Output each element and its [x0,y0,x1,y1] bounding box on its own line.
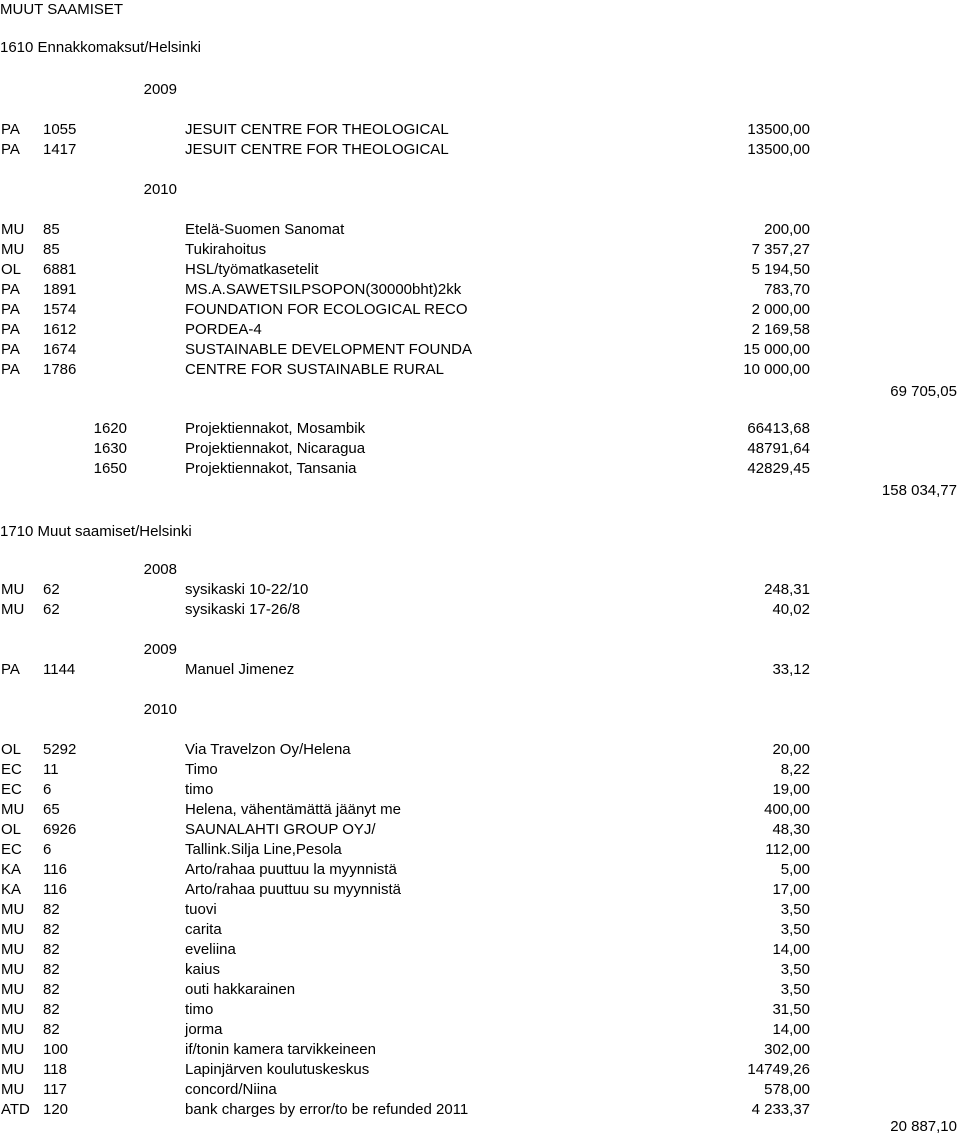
entry-description: timo [185,781,214,798]
entry-description: eveliina [185,941,236,958]
entry-amount: 4 233,37 [751,1101,810,1118]
entry-type: KA [1,861,22,878]
entry-number: 1620 [93,420,127,437]
entry-amount: 2 000,00 [751,301,810,318]
subtotal-line [0,1117,960,1137]
entry-description: Etelä-Suomen Sanomat [185,221,345,238]
entry-description: Tukirahoitus [185,241,267,258]
year-label: 2010 [143,701,177,718]
entry-number: 11 [43,761,59,778]
table-row [0,220,960,240]
entry-amount: 48,30 [772,821,810,838]
entry-number: 62 [43,581,60,598]
entry-amount: 31,50 [772,1001,810,1018]
entry-description: SAUNALAHTI GROUP OYJ/ [185,821,376,838]
entry-amount: 7 357,27 [751,241,810,258]
entry-description: tuovi [185,901,217,918]
table-row [0,140,960,160]
entry-amount: 112,00 [765,841,810,858]
section-heading: 1710 Muut saamiset/Helsinki [0,523,192,540]
table-row [0,260,960,280]
entry-description: HSL/työmatkasetelit [185,261,319,278]
entry-description: MS.A.SAWETSILPSOPON(30000bht)2kk [185,281,462,298]
entry-type: OL [1,821,22,838]
entry-number: 5292 [43,741,77,758]
entry-number: 1786 [43,361,77,378]
entry-amount: 40,02 [772,601,810,618]
entry-type: OL [1,261,22,278]
entry-number: 1055 [43,121,77,138]
table-row [0,660,960,680]
entry-description: jorma [185,1021,223,1038]
year-line [0,560,960,580]
entry-number: 6881 [43,261,77,278]
entry-number: 1674 [43,341,77,358]
entry-type: PA [1,341,20,358]
table-row [0,920,960,940]
entry-type: MU [1,801,25,818]
entry-amount: 578,00 [764,1081,810,1098]
entry-type: MU [1,221,25,238]
entry-description: if/tonin kamera tarvikkeineen [185,1041,376,1058]
table-row [0,1040,960,1060]
section-total: 69 705,05 [890,383,957,400]
year-line [0,700,960,720]
table-row [0,780,960,800]
table-row [0,740,960,760]
entry-number: 116 [43,881,67,898]
entry-type: MU [1,1041,25,1058]
entry-amount: 2 169,58 [751,321,810,338]
table-row [0,340,960,360]
entry-type: PA [1,121,20,138]
entry-number: 82 [43,901,60,918]
entry-description: Manuel Jimenez [185,661,295,678]
entry-description: Projektiennakot, Mosambik [185,420,366,437]
year-line [0,80,960,100]
entry-type: PA [1,301,20,318]
entry-description: Projektiennakot, Nicaragua [185,440,366,457]
entry-description: sysikaski 10-22/10 [185,581,309,598]
entry-type: PA [1,361,20,378]
subtotal-line [0,481,960,501]
entry-type: PA [1,141,20,158]
entry-description: sysikaski 17-26/8 [185,601,301,618]
entry-number: 6 [43,781,52,798]
table-row [0,800,960,820]
year-line [0,180,960,200]
entry-description: Via Travelzon Oy/Helena [185,741,351,758]
entry-number: 65 [43,801,60,818]
table-row [0,860,960,880]
entry-description: Tallink.Silja Line,Pesola [185,841,342,858]
entry-amount: 42829,45 [747,460,810,477]
entry-type: PA [1,661,20,678]
entry-number: 1574 [43,301,77,318]
table-row [0,820,960,840]
entry-description: CENTRE FOR SUSTAINABLE RURAL [185,361,444,378]
table-row [0,880,960,900]
entry-type: KA [1,881,22,898]
entry-amount: 33,12 [772,661,810,678]
entry-description: Projektiennakot, Tansania [185,460,357,477]
entry-type: PA [1,281,20,298]
entry-type: MU [1,1061,25,1078]
entry-amount: 17,00 [772,881,810,898]
entry-description: Arto/rahaa puuttuu la myynnistä [185,861,397,878]
entry-type: ATD [1,1101,30,1118]
entry-type: MU [1,941,25,958]
entry-amount: 3,50 [780,981,810,998]
entry-number: 1144 [43,661,76,678]
entry-number: 6 [43,841,52,858]
entry-type: MU [1,1001,25,1018]
entry-type: MU [1,1081,25,1098]
entry-amount: 13500,00 [747,121,810,138]
entry-amount: 14749,26 [747,1061,810,1078]
table-row [0,439,960,459]
table-row [0,1060,960,1080]
table-row [0,840,960,860]
entry-amount: 20,00 [772,741,810,758]
entry-description: concord/Niina [185,1081,277,1098]
entry-type: MU [1,601,25,618]
page-title: MUUT SAAMISET [0,1,124,18]
entry-description: Timo [185,761,218,778]
entry-amount: 5,00 [780,861,810,878]
entry-type: MU [1,241,25,258]
entry-number: 118 [43,1061,67,1078]
table-row [0,1080,960,1100]
entry-amount: 8,22 [780,761,810,778]
entry-number: 82 [43,961,60,978]
entry-number: 82 [43,921,60,938]
entry-number: 1650 [93,460,127,477]
entry-amount: 400,00 [764,801,810,818]
entry-number: 1891 [43,281,77,298]
entry-amount: 5 194,50 [751,261,810,278]
table-row [0,120,960,140]
entry-amount: 783,70 [764,281,810,298]
entry-type: EC [1,781,22,798]
entry-amount: 19,00 [772,781,810,798]
entry-amount: 10 000,00 [743,361,810,378]
entry-number: 6926 [43,821,77,838]
entry-amount: 302,00 [764,1041,810,1058]
entry-type: OL [1,741,22,758]
entry-number: 82 [43,981,60,998]
title-line [0,0,960,20]
entry-type: MU [1,901,25,918]
entry-description: carita [185,921,222,938]
entry-number: 116 [43,861,67,878]
table-row [0,980,960,1000]
table-row [0,900,960,920]
year-label: 2008 [143,561,177,578]
table-row [0,960,960,980]
section-heading-line [0,38,960,58]
table-row [0,580,960,600]
table-row [0,940,960,960]
entry-number: 62 [43,601,60,618]
table-row [0,240,960,260]
entry-number: 100 [43,1041,69,1058]
table-row [0,280,960,300]
table-row [0,419,960,439]
entry-type: MU [1,981,25,998]
entry-description: FOUNDATION FOR ECOLOGICAL RECO [185,301,468,318]
entry-type: EC [1,761,22,778]
entry-number: 120 [43,1101,69,1118]
table-row [0,300,960,320]
entry-amount: 48791,64 [747,440,810,457]
year-label: 2009 [143,641,177,658]
subtotal-line [0,382,960,402]
section-heading: 1610 Ennakkomaksut/Helsinki [0,39,201,56]
entry-description: kaius [185,961,221,978]
entry-description: Arto/rahaa puuttuu su myynnistä [185,881,401,898]
entry-number: 85 [43,221,60,238]
entry-description: SUSTAINABLE DEVELOPMENT FOUNDA [185,341,473,358]
entry-amount: 3,50 [780,901,810,918]
entry-description: timo [185,1001,214,1018]
table-row [0,760,960,780]
entry-description: Helena, vähentämättä jäänyt me [185,801,401,818]
entry-description: Lapinjärven koulutuskeskus [185,1061,370,1078]
entry-number: 82 [43,941,60,958]
entry-type: MU [1,1021,25,1038]
entry-amount: 15 000,00 [743,341,810,358]
entry-amount: 14,00 [772,1021,810,1038]
entry-number: 82 [43,1001,60,1018]
entry-number: 82 [43,1021,60,1038]
entry-amount: 200,00 [764,221,810,238]
entry-amount: 66413,68 [747,420,810,437]
entry-description: bank charges by error/to be refunded 2011 [185,1101,469,1118]
section-heading-line [0,522,960,542]
entry-type: MU [1,961,25,978]
entry-number: 1417 [43,141,77,158]
entry-amount: 248,31 [764,581,810,598]
entry-amount: 14,00 [772,941,810,958]
entry-number: 1630 [93,440,127,457]
entry-amount: 3,50 [780,921,810,938]
year-label: 2010 [143,181,177,198]
table-row [0,360,960,380]
table-row [0,459,960,479]
year-line [0,640,960,660]
entry-amount: 3,50 [780,961,810,978]
entry-type: EC [1,841,22,858]
entry-description: JESUIT CENTRE FOR THEOLOGICAL [185,141,449,158]
year-label: 2009 [143,81,177,98]
entry-description: PORDEA-4 [185,321,262,338]
section-total: 20 887,10 [890,1118,957,1135]
table-row [0,320,960,340]
entry-type: PA [1,321,20,338]
entry-description: JESUIT CENTRE FOR THEOLOGICAL [185,121,449,138]
entry-type: MU [1,581,25,598]
section-total: 158 034,77 [881,482,957,499]
entry-number: 117 [43,1081,67,1098]
table-row [0,1000,960,1020]
entry-number: 1612 [43,321,77,338]
table-row [0,600,960,620]
entry-number: 85 [43,241,60,258]
entry-type: MU [1,921,25,938]
entry-description: outi hakkarainen [185,981,296,998]
entry-amount: 13500,00 [747,141,810,158]
table-row [0,1020,960,1040]
